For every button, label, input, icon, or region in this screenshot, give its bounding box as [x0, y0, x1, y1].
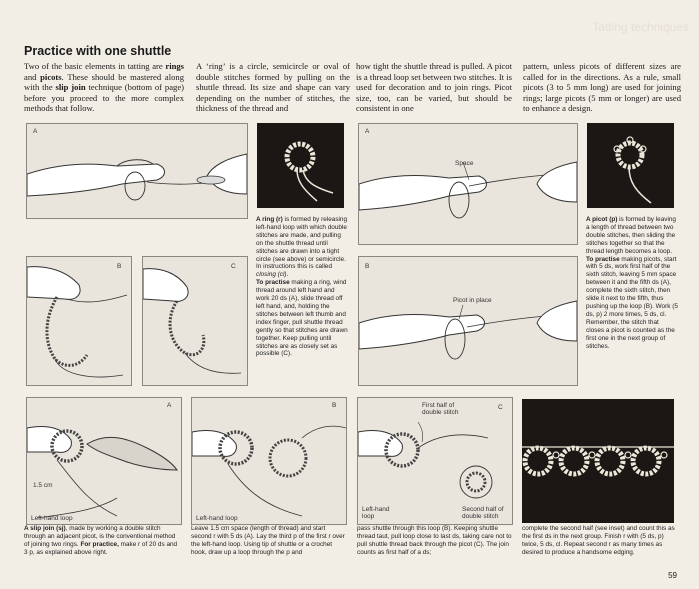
label-left-hand-loop: Left-hand loop [31, 515, 73, 522]
ghost-heading: Tatting techniques [592, 20, 689, 34]
ring-illustration-c [142, 256, 248, 386]
label-c: C [231, 263, 236, 270]
ring-illustration-b [26, 256, 132, 386]
slip-join-text-4: complete the second half (see inset) and count this as the first ds in the next group. Finish r with (5 ds, p) twice, 5 ds, cl. Repeat second r as many times as desired to produce a handsome edging. [522, 525, 675, 556]
slip-join-text-1: A slip join (sj), made by working a double stitch through an adjacent picot, is the conventional method of joining two rings. For practice, make r of 20 ds and 3 p, as explained above right. [24, 525, 178, 556]
picot-illustration-a [358, 123, 578, 245]
label-a: A [167, 402, 172, 409]
page-title: Practice with one shuttle [24, 44, 172, 58]
label-b: B [365, 263, 370, 270]
label-b: B [332, 402, 337, 409]
slip-join-illustration-a [26, 397, 182, 525]
slip-join-illustration-c [357, 397, 513, 525]
ring-photo [257, 123, 344, 208]
slip-join-text-2: Leave 1.5 cm space (length of thread) and start second r with 5 ds (A). Lay the third p of the first r over the left-hand loop. Using tip of shuttle or a crochet hook, draw up a loop through the p and [191, 525, 345, 556]
label-c: C [498, 404, 503, 411]
picot-illustration-b [358, 256, 578, 386]
slip-join-text-3: pass shuttle through this loop (B). Keeping shuttle thread taut, pull loop close to last ds, taking care not to pull shuttle thread back through the picot (C). The join counts as first half of a ds; [357, 525, 512, 556]
ring-illustration-a [26, 123, 248, 219]
label-left-hand-loop: Left-hand loop [362, 506, 390, 520]
label-a: A [365, 128, 370, 135]
intro-column-2: A ‘ring’ is a circle, semicircle or oval of double stitches formed by pulling on the shuttle thread. Its size and shape can vary depending on the number of stitches, the thickness of the thread and [196, 61, 350, 114]
intro-column-4: pattern, unless picots of different sizes are called for in the directions. As a rule, small picots (3 to 5 mm long) are used for joining rings; large picots (5 mm or longer) are used to enhance a design. [523, 61, 681, 114]
label-a: A [33, 128, 38, 135]
page-number: 59 [668, 571, 677, 580]
label-b: B [117, 263, 122, 270]
ring-caption: A ring (r) is formed by releasing left-hand loop with which double stitches are made, and pulling on the shuttle thread until stitches are drawn into a tight circle (see above) or semicircle. In instructions this is called closing (cl). To practise making a ring, wind thread around left hand and work 20 ds (A), slide thread off left hand, and, holding the stitches between left thumb and index finger, pull shuttle thread gently so that stitches are drawn together. Keep pulling until stitches are as closely set as possible (C). [256, 216, 348, 358]
label-second-half: Second half of double stitch [462, 506, 504, 520]
label-measure: 1.5 cm [33, 482, 53, 489]
slip-join-illustration-b [191, 397, 347, 525]
label-first-half: First half of double stitch [422, 402, 459, 416]
picot-photo [587, 123, 674, 208]
label-left-hand-loop: Left-hand loop [196, 515, 238, 522]
edging-photo [522, 399, 674, 523]
intro-column-3: how tight the shuttle thread is pulled. A picot is a thread loop set between two stitches. It is used for decoration and to join rings. Picot size, too, can be varied, but should be consistent in one [356, 61, 512, 114]
picot-caption: A picot (p) is formed by leaving a length of thread between two double stitches, then sliding the stitches together so that the thread length becomes a loop. To practise making picots, start with 5 ds, work first half of the sixth stitch, leaving 5 mm space between it and the fifth ds (A), complete the sixth stitch, then slide it next to the fifth, thus pushing up the loop (B). Work (5 ds, p) 2 more times, 5 ds, cl. Remember, the stitch that closes a picot is counted as the first one in the next group of stitches. [586, 216, 678, 350]
label-picot-in-place: Picot in place [453, 297, 492, 304]
intro-column-1: Two of the basic elements in tatting are rings and picots. These should be mastered along with the slip join technique (bottom of page) before you proceed to the more complex methods that follow. [24, 61, 184, 114]
label-space: Space [455, 160, 474, 167]
